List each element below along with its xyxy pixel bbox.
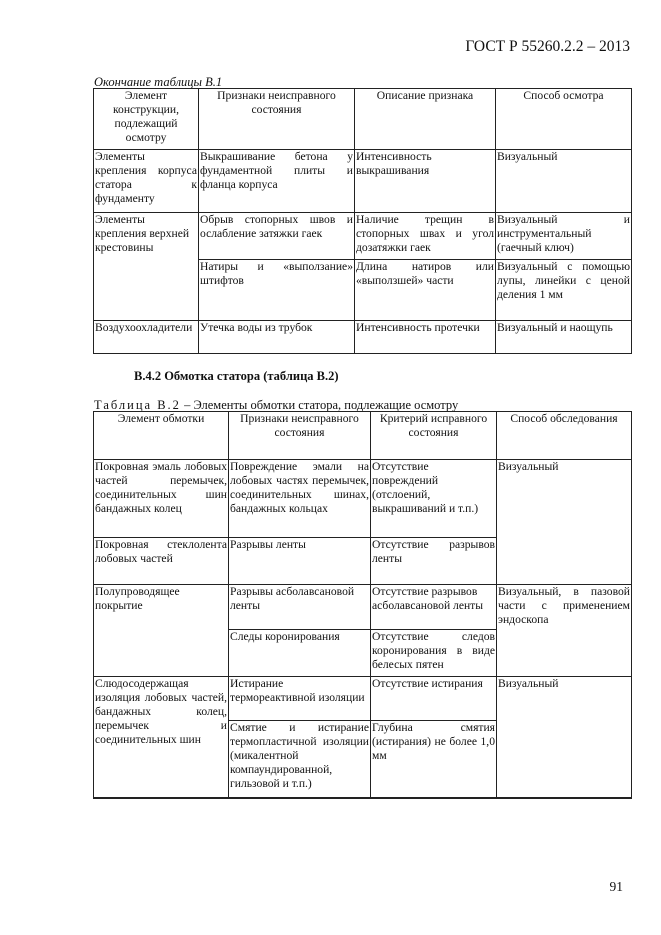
table-cell: Отсутствие повреждений (отслоений, выкрашиваний и т.п.) [371,460,497,538]
stator-winding-table-b2 [93,411,632,799]
table-cell: Покровная эмаль лобовых частей перемычек, соединительных шин бандажных колец [94,460,229,538]
table-row [94,321,632,354]
table-cell: Слюдосодержащая изоляция лобовых частей, бандажных колец, перемычек и соединительных шин [94,677,229,798]
inspection-table-b1 [93,88,632,354]
column-header: Критерий исправного состояния [371,412,497,460]
table-row [94,677,632,721]
column-header: Элемент конструкции, подлежащий осмотру [94,89,199,150]
table-cell: Натиры и «выползание» штифтов [199,260,355,321]
table-cell: Отсутствие разрывов ленты [371,538,497,585]
table-cell: Утечка воды из трубок [199,321,355,354]
table-cell: Отсутствие следов коронирования в виде белесых пятен [371,630,497,677]
column-header: Способ обследования [497,412,632,460]
table-row [94,460,632,538]
column-header: Признаки неисправного состояния [229,412,371,460]
table-continuation-label: Окончание таблицы В.1 [94,75,223,89]
table-cell: Повреждение эмали на лобовых частях перемычек, соединительных шинах, бандажных кольцах [229,460,371,538]
column-header: Способ осмотра [496,89,632,150]
table-cell: Разрывы ленты [229,538,371,585]
section-heading: В.4.2 Обмотка статора (таблица В.2) [134,369,339,383]
table-row [94,213,632,260]
table-cell: Элементы крепления корпуса статора к фундаменту [94,150,199,213]
document-id: ГОСТ Р 55260.2.2 – 2013 [465,38,630,55]
table-cell: Визуальный [497,460,632,585]
table-cell: Покровная стеклолента лобовых частей [94,538,229,585]
column-header: Признаки неисправного состояния [199,89,355,150]
table-cell: Смятие и истирание термопластичной изоляции (микалентной компаундированной, гильзовой и т.п.) [229,721,371,798]
column-header: Описание признака [355,89,496,150]
table-cell: Выкрашивание бетона у фундаментной плиты и фланца корпуса [199,150,355,213]
table-cell: Отсутствие истирания [371,677,497,721]
table-cell: Разрывы асболавсановой ленты [229,585,371,630]
table-caption-text: – Элементы обмотки статора, подлежащие осмотру [184,398,459,412]
table-cell: Визуальный и инструментальный (гаечный ключ) [496,213,632,260]
column-header: Элемент обмотки [94,412,229,460]
table-row [94,150,632,213]
table-cell: Отсутствие разрывов асболавсановой ленты [371,585,497,630]
table-cell: Глубина смятия (истирания) не более 1,0 мм [371,721,497,798]
table-cell: Следы коронирования [229,630,371,677]
table-cell: Интенсивность выкрашивания [355,150,496,213]
table-cell: Визуальный [496,150,632,213]
table-cell: Длина натиров или «выползшей» части [355,260,496,321]
table-cell: Визуальный, в пазовой части с применением эндоскопа [497,585,632,677]
table-cell: Визуальный и наощупь [496,321,632,354]
page-number: 91 [609,879,623,894]
table-row [94,585,632,630]
table-cell: Полупроводящее покрытие [94,585,229,677]
table-cell: Воздухоохладители [94,321,199,354]
table-cell: Обрыв стопорных швов и ослабление затяжки гаек [199,213,355,260]
table-cell: Визуальный с помощью лупы, линейки с ценой деления 1 мм [496,260,632,321]
table-cell: Истирание термореактивной изоляции [229,677,371,721]
table-cell: Визуальный [497,677,632,798]
table-cell: Интенсивность протечки [355,321,496,354]
table-cell: Элементы крепления верхней крестовины [94,213,199,321]
table-caption-label: Таблица В.2 [94,398,181,412]
table-cell: Наличие трещин в стопорных швах и угол дозатяжки гаек [355,213,496,260]
